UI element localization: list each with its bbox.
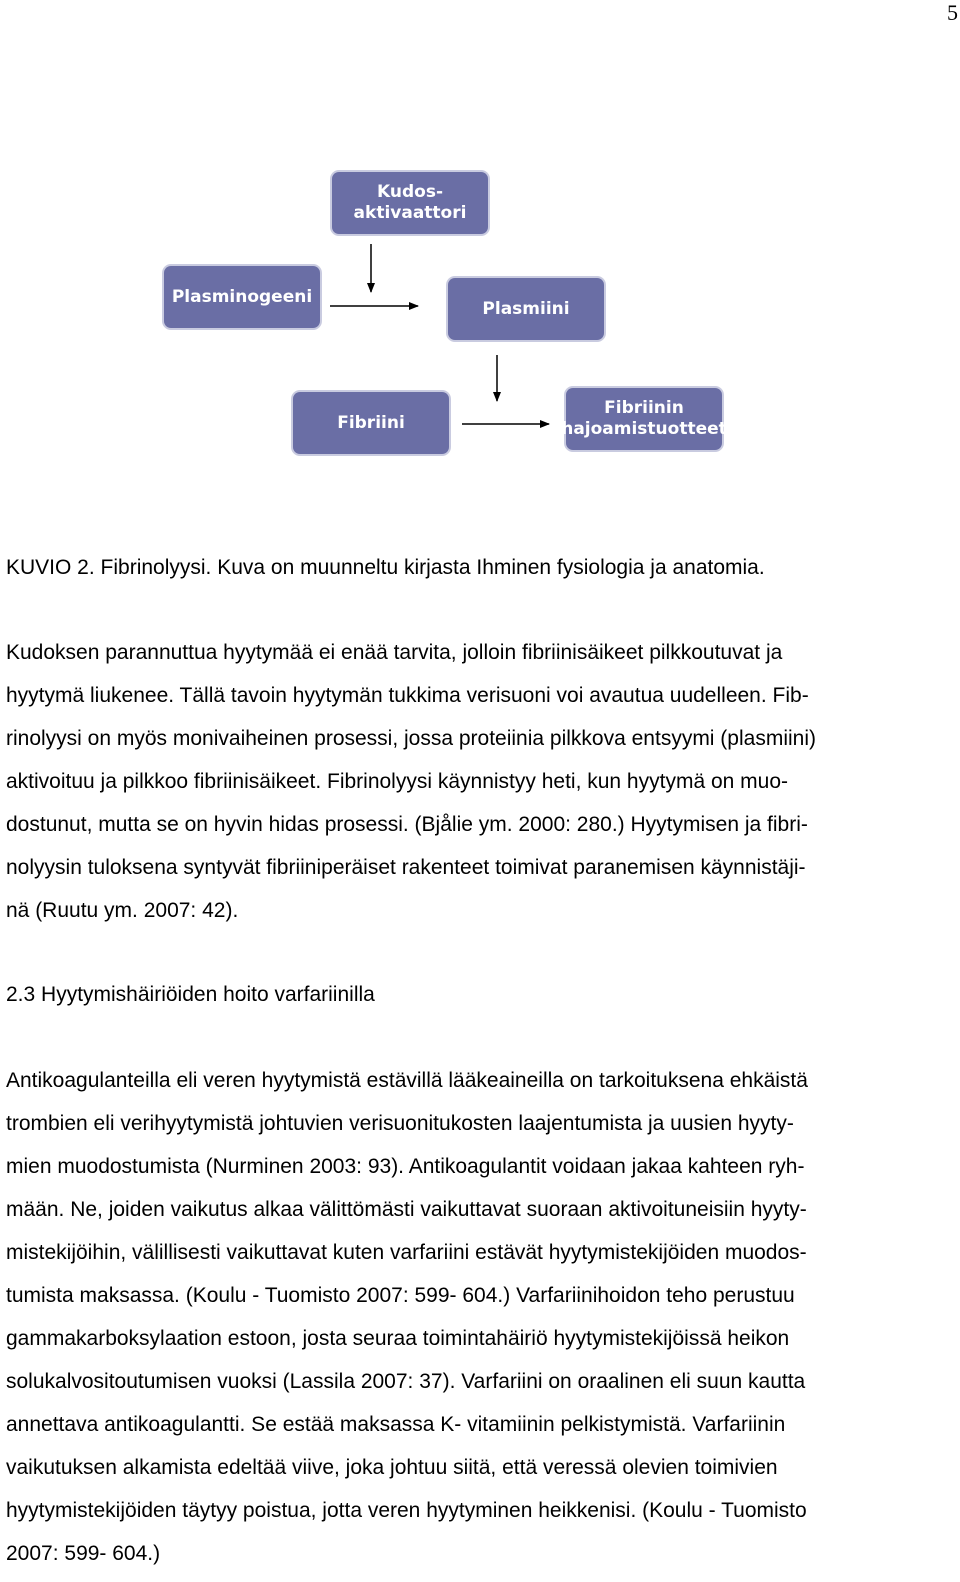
text-line: mien muodostumista (Nurminen 2003: 93). Antikoagulantit voidaan jakaa kahteen ryh- — [6, 1155, 805, 1178]
text-line: dostunut, mutta se on hyvin hidas prosessi. (Bjålie ym. 2000: 280.) Hyytymisen ja fibri- — [6, 813, 808, 836]
fibrinolysis-diagram — [0, 0, 960, 480]
text-line: hyytymistekijöiden täytyy poistua, jotta veren hyytyminen heikkenisi. (Koulu - Tuomisto — [6, 1499, 807, 1522]
page-number: 5 — [947, 0, 958, 25]
text-line: vaikutuksen alkamista edeltää viive, joka johtuu siitä, että veressä olevien toimivien — [6, 1456, 778, 1479]
box-kudos-aktivaattori: Kudos- aktivaattori — [332, 172, 488, 234]
text-line: solukalvositoutumisen vuoksi (Lassila 2007: 37). Varfariini on oraalinen eli suun kautta — [6, 1370, 806, 1393]
text-line: aktivoituu ja pilkkoo fibriinisäikeet. Fibrinolyysi käynnistyy heti, kun hyytymä on muo- — [6, 770, 788, 793]
text-line: trombien eli verihyytymistä johtuvien verisuonitukosten laajentumista ja uusien hyyty- — [6, 1112, 794, 1135]
text-line: Kudoksen parannuttua hyytymää ei enää tarvita, jolloin fibriinisäikeet pilkkoutuvat ja — [6, 641, 783, 664]
text-line: tumista maksassa. (Koulu - Tuomisto 2007: 599- 604.) Varfariinihoidon teho perustuu — [6, 1284, 795, 1307]
text-line: Antikoagulanteilla eli veren hyytymistä estävillä lääkeaineilla on tarkoituksena ehkäistä — [6, 1069, 808, 1092]
box-plasminogeeni: Plasminogeeni — [164, 266, 320, 328]
paragraph-2 — [6, 1066, 960, 1582]
text-line: rinolyysi on myös monivaiheinen prosessi, jossa proteiinia pilkkova entsyymi (plasmiini) — [6, 727, 816, 750]
box-fibriinin-hajoamistuotteet: Fibriinin hajoamistuotteet — [566, 388, 722, 450]
text-line: 2007: 599- 604.) — [6, 1542, 161, 1565]
box-plasmiini: Plasmiini — [448, 278, 604, 340]
section-heading: 2.3 Hyytymishäiriöiden hoito varfariinilla — [6, 983, 375, 1006]
text-line: hyytymä liukenee. Tällä tavoin hyytymän tukkima verisuoni voi avautua uudelleen. Fib- — [6, 684, 809, 707]
text-line: annettava antikoagulantti. Se estää maksassa K- vitamiinin pelkistymistä. Varfariinin — [6, 1413, 786, 1436]
paragraph-1 — [6, 638, 960, 939]
text-line: mään. Ne, joiden vaikutus alkaa välittömästi vaikuttavat suoraan aktivoituneisiin hyyty- — [6, 1198, 807, 1221]
diagram-arrows — [0, 0, 960, 480]
text-line: gammakarboksylaation estoon, josta seuraa toimintahäiriö hyytymistekijöissä heikon — [6, 1327, 790, 1350]
figure-caption: KUVIO 2. Fibrinolyysi. Kuva on muunneltu kirjasta Ihminen fysiologia ja anatomia. — [6, 556, 765, 579]
text-line: nä (Ruutu ym. 2007: 42). — [6, 899, 239, 922]
box-fibriini: Fibriini — [293, 392, 449, 454]
text-line: mistekijöihin, välillisesti vaikuttavat kuten varfariini estävät hyytymistekijöiden muodos- — [6, 1241, 807, 1264]
text-line: nolyysin tuloksena syntyvät fibriiniperäiset rakenteet toimivat paranemisen käynnistäji- — [6, 856, 806, 879]
